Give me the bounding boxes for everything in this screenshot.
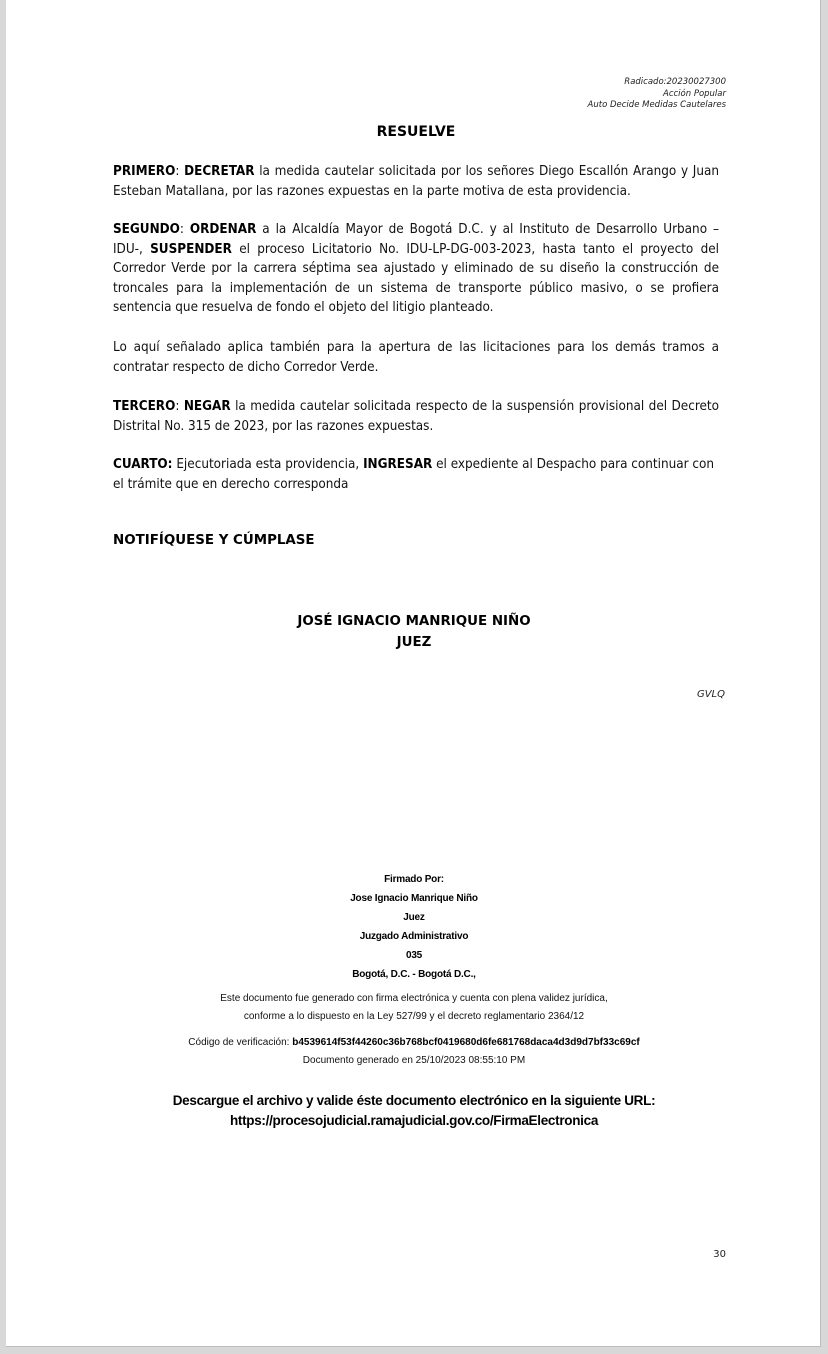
paragraph-tercero xyxy=(113,397,719,436)
primero-sep: : xyxy=(175,164,185,179)
verification-line xyxy=(0,1034,828,1052)
paragraph-primero xyxy=(113,162,719,201)
case-header xyxy=(588,77,726,112)
action-type: Acción Popular xyxy=(663,88,726,99)
validation-url[interactable]: https://procesojudicial.ramajudicial.gov.co/FirmaElectronica xyxy=(229,1113,599,1128)
segundo-text-2: el proceso Licitatorio No. IDU-LP-DG-003-2023, hasta tanto el proyecto del Corredor Verde por la carrera séptima sea ajustado y eliminado de su diseño la construcción de troncales para la implementación de un sistema de transporte público masivo, o se profiera sentencia que resuelva de fondo el objeto del litigio planteado. xyxy=(113,241,719,316)
generated-date: Documento generado en 25/10/2023 08:55:10 PM xyxy=(302,1055,526,1066)
judge-name: JOSÉ IGNACIO MANRIQUE NIÑO xyxy=(297,614,531,629)
tercero-text: la medida cautelar solicitada respecto de la suspensión provisional del Decreto Distrital No. 315 de 2023, por las razones expuestas. xyxy=(113,399,719,434)
segundo-verb-2: SUSPENDER xyxy=(150,241,232,257)
electronic-signature xyxy=(0,870,828,984)
signer-court: Juzgado Administrativo xyxy=(359,931,469,942)
drafter-initials: GVLQ xyxy=(696,689,725,700)
paragraph-segundo xyxy=(113,220,719,318)
judge-role: JUEZ xyxy=(396,635,432,650)
primero-verb: DECRETAR xyxy=(184,164,255,179)
document-page xyxy=(6,0,821,1347)
signer-role: Juez xyxy=(403,912,425,923)
verification-label: Código de verificación: xyxy=(188,1037,293,1048)
segundo-sep: : xyxy=(179,222,190,237)
legal-line-2: conforme a lo dispuesto en la Ley 527/99 y el decreto reglamentario 2364/12 xyxy=(243,1011,585,1022)
download-text: Descargue el archivo y valide éste documento electrónico en la siguiente URL: xyxy=(172,1093,656,1108)
tercero-label: TERCERO xyxy=(113,399,176,414)
court-number: 035 xyxy=(405,950,423,961)
tercero-sep: : xyxy=(175,399,184,414)
primero-label: PRIMERO xyxy=(113,164,176,179)
segundo-label: SEGUNDO xyxy=(113,222,180,237)
cuarto-text-2: el expediente al Despacho para continuar con el trámite que en derecho corresponda xyxy=(113,457,715,492)
verification-block xyxy=(0,1034,828,1070)
primero-text: la medida cautelar solicitada por los señores Diego Escallón Arango y Juan Esteban Matallana, por las razones expuestas en la parte motiva de esta providencia. xyxy=(113,164,719,199)
cuarto-label: CUARTO: xyxy=(113,457,173,472)
judge-block xyxy=(0,611,828,653)
verification-code: b4539614f53f44260c36b768bcf0419680d6fe681768daca4d3d9d7bf33c69cf xyxy=(292,1037,640,1048)
cuarto-verb: INGRESAR xyxy=(363,457,433,472)
court-city: Bogotá, D.C. - Bogotá D.C., xyxy=(352,969,476,980)
paragraph-aplica: Lo aquí señalado aplica también para la apertura de las licitaciones para los demás tramos a contratar respecto de dicho Corredor Verde. xyxy=(113,340,719,375)
legal-line-1: Este documento fue generado con firma electrónica y cuenta con plena validez jurídica, xyxy=(220,993,608,1004)
closing-formula: NOTIFÍQUESE Y CÚMPLASE xyxy=(113,533,315,548)
cuarto-text-1: Ejecutoriada esta providencia, xyxy=(172,457,364,472)
legal-notice xyxy=(0,990,828,1026)
signed-by-label: Firmado Por: xyxy=(384,874,444,885)
section-title: RESUELVE xyxy=(376,124,456,140)
paragraph-cuarto xyxy=(113,455,719,494)
radicado-number: Radicado:20230027300 xyxy=(624,77,726,87)
segundo-verb: ORDENAR xyxy=(189,222,257,237)
auto-type: Auto Decide Medidas Cautelares xyxy=(587,100,726,110)
page-number: 30 xyxy=(713,1249,726,1260)
tercero-verb: NEGAR xyxy=(183,399,231,414)
signer-name: Jose Ignacio Manrique Niño xyxy=(350,893,478,904)
segundo-text-1: a la Alcaldía Mayor de Bogotá D.C. y al Instituto de Desarrollo Urbano – IDU-, xyxy=(113,222,720,257)
download-notice xyxy=(0,1091,828,1131)
